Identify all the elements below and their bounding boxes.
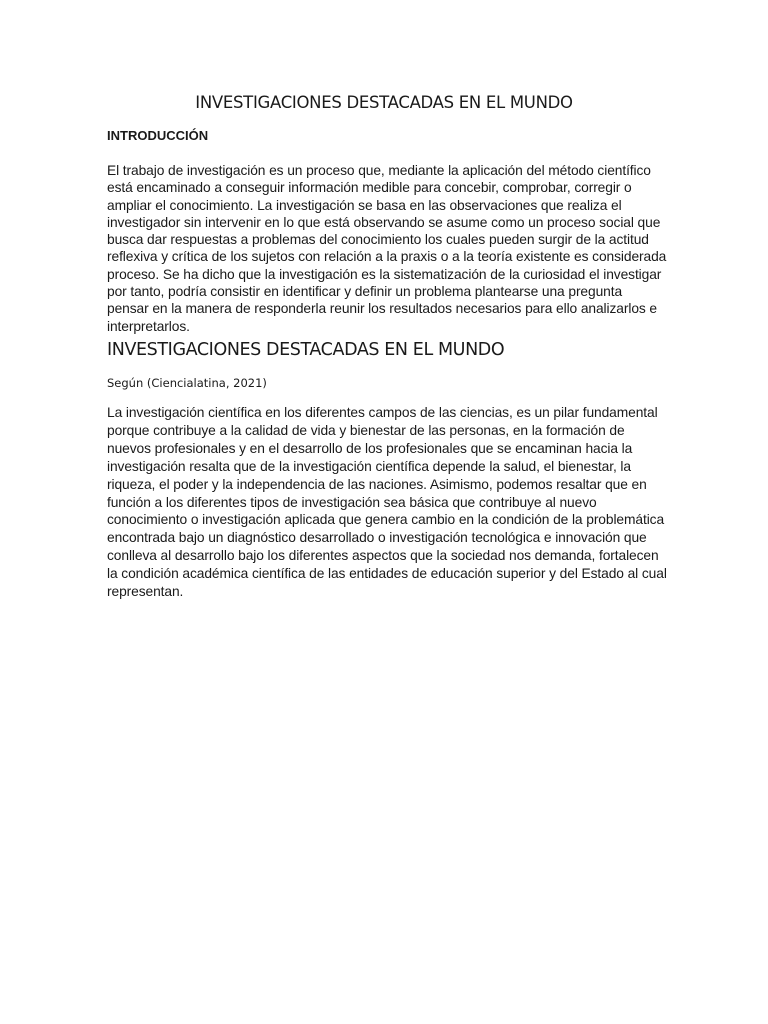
section-heading: INVESTIGACIONES DESTACADAS EN EL MUNDO (107, 340, 505, 360)
intro-paragraph: El trabajo de investigación es un proceso que, mediante la aplicación del método científico está encaminado a conseguir información medible para concebir, comprobar, corregir o ampliar el conocimiento. La investigación se basa en las observaciones que realiza el investigador sin intervenir en lo que está observando se asume como un proceso social que busca dar respuestas a problemas del conocimiento los cuales pueden surgir de la actitud reflexiva y crítica de los sujetos con relación a la praxis o a la teoría existente es considerada proceso. Se ha dicho que la investigación es la sistematización de la curiosidad el investigar por tanto, podría consistir en identificar y definir un problema plantearse una pregunta pensar en la manera de responderla reunir los resultados necesarios para ello analizarlos e interpretarlos. (107, 163, 667, 334)
intro-heading: INTRODUCCIÓN (107, 128, 209, 143)
citation-line: Según (Ciencialatina, 2021) (107, 376, 267, 390)
document-title: INVESTIGACIONES DESTACADAS EN EL MUNDO (195, 93, 573, 112)
main-paragraph: La investigación científica en los diferentes campos de las ciencias, es un pilar fundamental porque contribuye a la calidad de vida y bienestar de las personas, en la formación de nuevos profesionales y en el desarrollo de los profesionales que se encaminan hacia la investigación resalta que de la investigación científica depende la salud, el bienestar, la riqueza, el poder y la independencia de las naciones. Asimismo, podemos resaltar que en función a los diferentes tipos de investigación sea básica que contribuye al nuevo conocimiento o investigación aplicada que genera cambio en la condición de la problemática encontrada bajo un diagnóstico desarrollado o investigación tecnológica e innovación que conlleva al desarrollo bajo los diferentes aspectos que la sociedad nos demanda, fortalecen la condición académica científica de las entidades de educación superior y del Estado al cual representan. (107, 405, 667, 600)
